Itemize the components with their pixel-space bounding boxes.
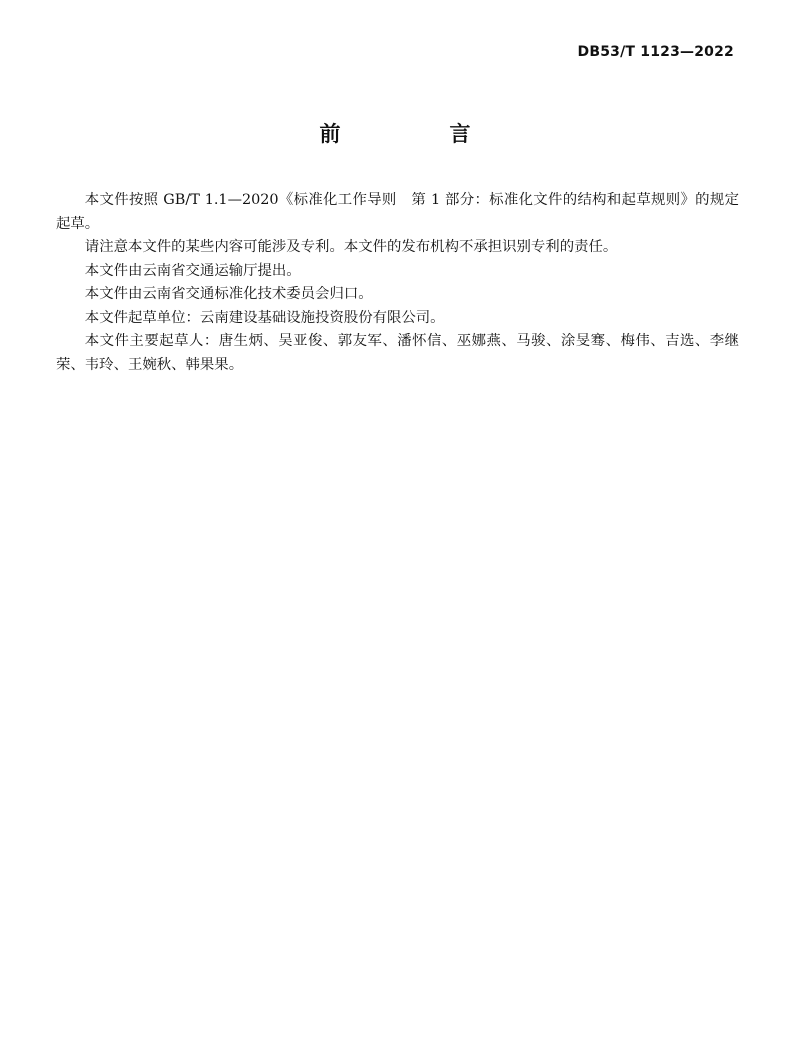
page-title: 前 言	[319, 122, 515, 146]
paragraph-drafters: 本文件主要起草人：唐生炳、吴亚俊、郭友军、潘怀信、巫娜燕、马骏、涂旻骞、梅伟、吉选、李继荣、韦玲、王婉秋、韩果果。	[56, 333, 739, 373]
standard-code: DB53/T 1123—2022	[577, 44, 734, 60]
paragraph-drafting-organization: 本文件起草单位：云南建设基础设施投资股份有限公司。	[84, 309, 445, 326]
paragraph-patent-notice: 请注意本文件的某些内容可能涉及专利。本文件的发布机构不承担识别专利的责任。	[84, 239, 618, 255]
paragraph-proposed-by: 本文件由云南省交通运输厅提出。	[84, 262, 301, 279]
foreword-body	[56, 189, 739, 377]
paragraph-administered-by: 本文件由云南省交通标准化技术委员会归口。	[84, 286, 373, 302]
paragraph-drafting-basis: 本文件按照 GB/T 1.1—2020《标准化工作导则 第 1 部分：标准化文件的结构和起草规则》的规定起草。	[56, 192, 739, 232]
